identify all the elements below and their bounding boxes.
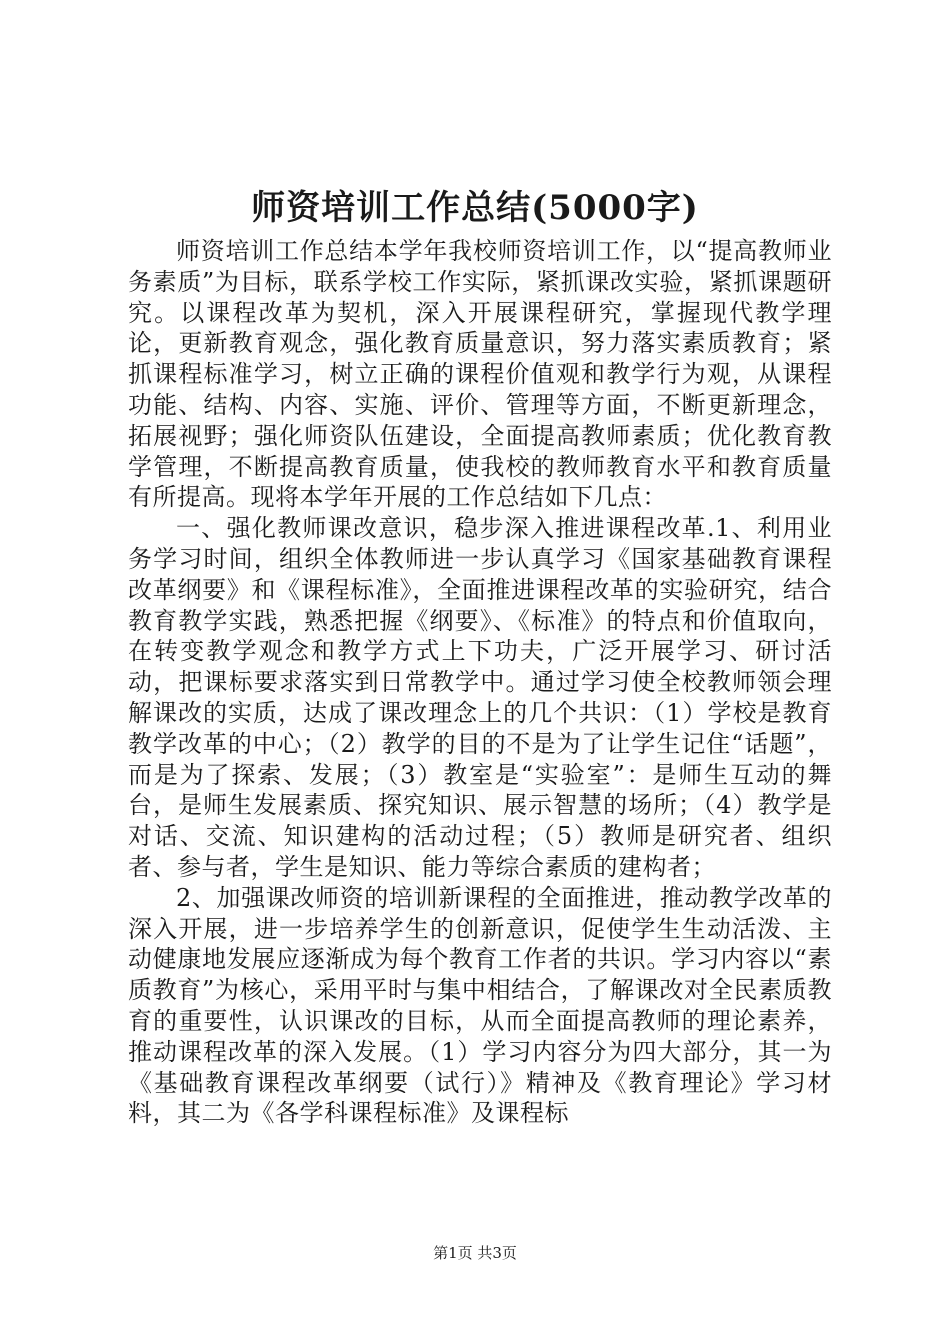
paragraph-section-two: 2、加强课改师资的培训新课程的全面推进，推动教学改革的深入开展，进一步培养学生的创新意识，促使学生生动活泼、主动健康地发展应逐渐成为每个教育工作者的共识。学习内容以“素质教育”为核心，采用平时与集中相结合，了解课改对全民素质教育的重要性，认识课改的目标，从而全面提高教师的理论素养，推动课程改革的深入发展。（1）学习内容分为四大部分，其一为《基础教育课程改革纲要（试行）》精神及《教育理论》学习材料，其二为《各学科课程标准》及课程标 [128, 883, 832, 1128]
paragraph-intro: 师资培训工作总结本学年我校师资培训工作，以“提高教师业务素质”为目标，联系学校工作实际，紧抓课改实验，紧抓课题研究。以课程改革为契机，深入开展课程研究，掌握现代教学理论，更新教育观念，强化教育质量意识，努力落实素质教育；紧抓课程标准学习，树立正确的课程价值观和教学行为观，从课程功能、结构、内容、实施、评价、管理等方面，不断更新理念，拓展视野；强化师资队伍建设，全面提高教师素质；优化教育教学管理，不断提高教育质量，使我校的教师教育水平和教育质量有所提高。现将本学年开展的工作总结如下几点： [128, 237, 832, 512]
document-title: 师资培训工作总结(5000字) [251, 188, 699, 228]
page-footer [0, 1242, 950, 1264]
paragraph-section-one: 一、强化教师课改意识，稳步深入推进课程改革.1、利用业务学习时间，组织全体教师进一步认真学习《国家基础教育课程改革纲要》和《课程标准》，全面推进课程改革的实验研究，结合教育教学实践，熟悉把握《纲要》、《标准》的特点和价值取向，在转变教学观念和教学方式上下功夫，广泛开展学习、研讨活动，把课标要求落实到日常教学中。通过学习使全校教师领会理解课改的实质，达成了课改理念上的几个共识：（1）学校是教育教学改革的中心；（2）教学的目的不是为了让学生记住“话题”，而是为了探索、发展；（3）教室是“实验室”：是师生互动的舞台，是师生发展素质、探究知识、展示智慧的场所；（4）教学是对话、交流、知识建构的活动过程；（5）教师是研究者、组织者、参与者，学生是知识、能力等综合素质的建构者； [128, 514, 832, 881]
document-body [128, 236, 832, 1129]
page-indicator: 第1页 共3页 [433, 1244, 517, 1262]
